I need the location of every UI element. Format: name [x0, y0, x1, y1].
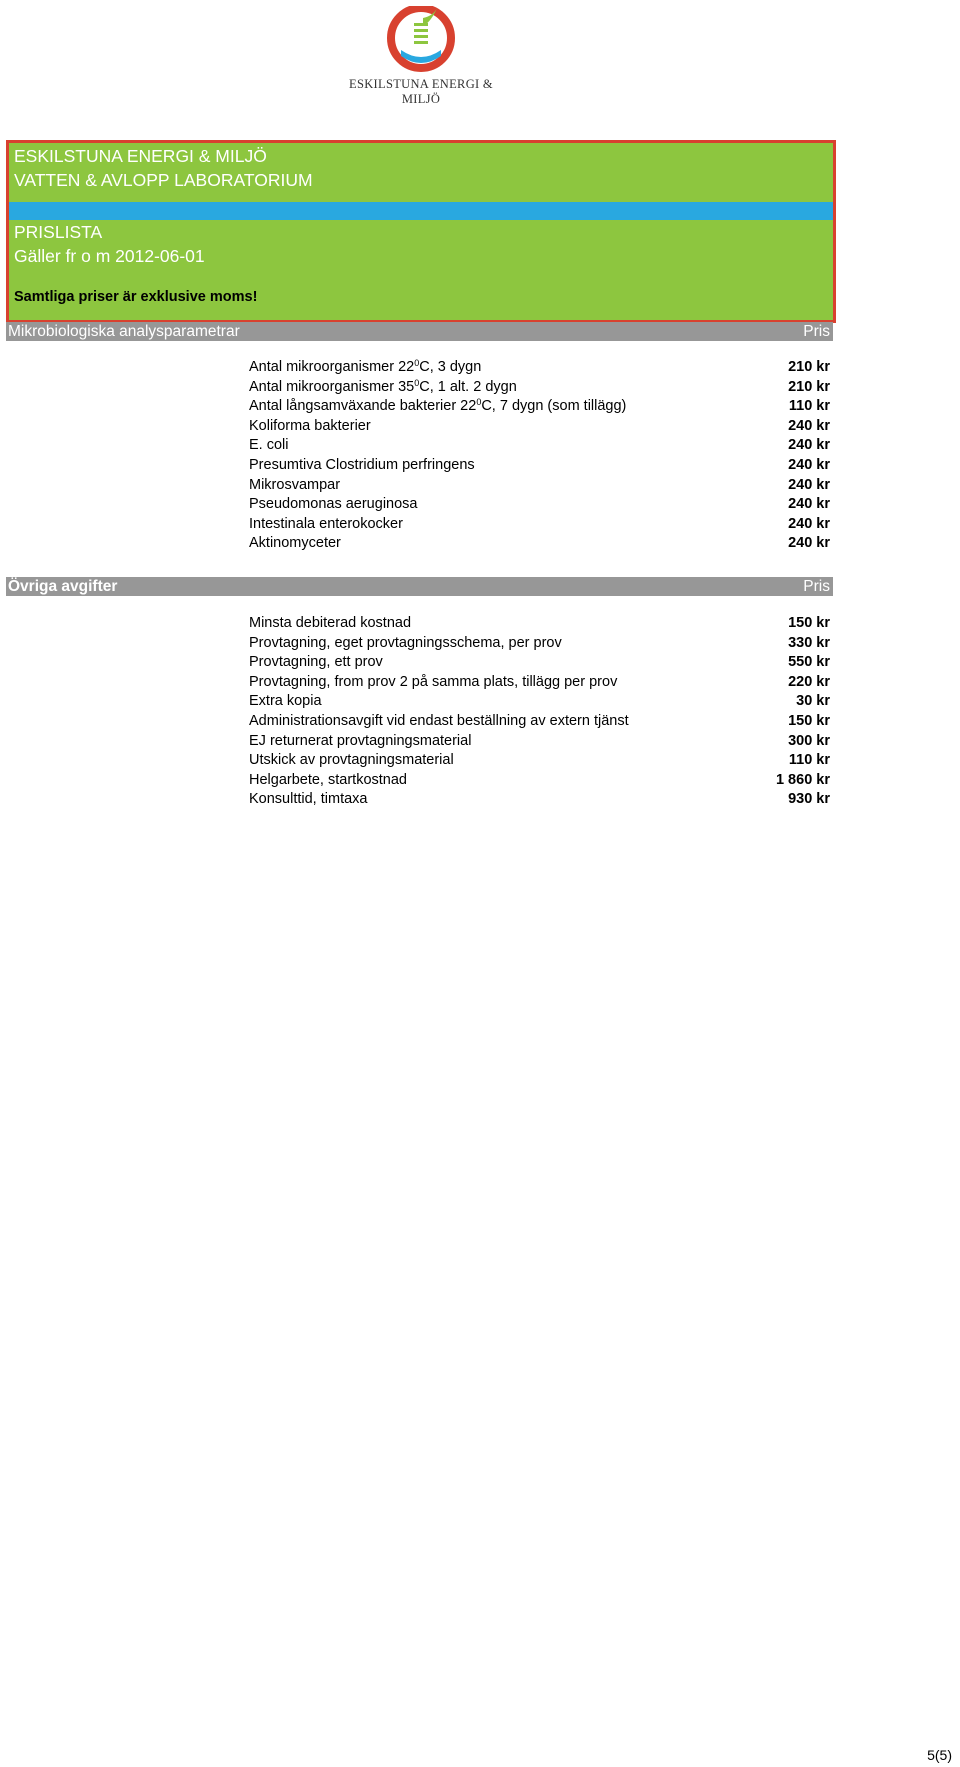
- section-header-microbiology: [6, 322, 833, 341]
- list-item: [249, 673, 830, 693]
- item-description: Antal mikroorganismer $22^0C$, 3 dygn: [249, 358, 482, 375]
- list-item: [249, 534, 830, 554]
- item-price: 240 kr: [788, 496, 830, 513]
- item-price: 210 kr: [788, 359, 830, 375]
- list-item: [249, 436, 830, 456]
- item-price: 110 kr: [788, 398, 830, 415]
- section-title: Mikrobiologiska analysparametrar: [8, 323, 240, 340]
- item-price: 550 kr: [788, 654, 830, 671]
- item-description: Konsulttid, timtaxa: [249, 791, 368, 808]
- item-description: Utskick av provtagningsmaterial: [249, 752, 454, 769]
- item-price: 110 kr: [788, 752, 830, 769]
- item-price: 150 kr: [788, 615, 830, 631]
- item-description: E. coli: [249, 437, 289, 454]
- item-description: Minsta debiterad kostnad: [249, 615, 412, 631]
- logo-wordmark: ESKILSTUNA ENERGI & MILJÖ: [349, 77, 493, 106]
- section-price-label: Pris: [803, 323, 830, 340]
- list-item: [249, 712, 830, 732]
- list-item: [249, 771, 830, 791]
- item-price: 240 kr: [788, 417, 830, 434]
- section-title: Övriga avgifter: [8, 578, 118, 595]
- list-item: [249, 790, 830, 810]
- item-price: 30 kr: [796, 693, 830, 710]
- list-item: [249, 634, 830, 654]
- header-banner: [6, 140, 836, 323]
- logo-emblem-icon: [387, 6, 455, 74]
- header-valid-from: Gäller fr o m 2012-06-01: [14, 246, 205, 266]
- item-description: Provtagning, from prov 2 på samma plats, tillägg per prov: [249, 673, 618, 690]
- item-description: Intestinala enterokocker: [249, 515, 403, 532]
- item-description: Mikrosvampar: [249, 476, 341, 493]
- header-vat-note: Samtliga priser är exklusive moms!: [14, 289, 258, 305]
- company-logo: [337, 6, 505, 106]
- item-price: 220 kr: [788, 673, 830, 690]
- item-description: Antal mikroorganismer $35^0C$, 1 alt. 2 dygn: [249, 377, 517, 395]
- item-description: Extra kopia: [249, 693, 322, 710]
- item-price: 150 kr: [788, 713, 830, 729]
- list-item: [249, 732, 830, 752]
- list-item: [249, 751, 830, 771]
- item-price: 240 kr: [788, 457, 830, 473]
- item-price: 330 kr: [788, 634, 830, 651]
- item-description: Antal långsamväxande bakterier $22^0C$, 7 dygn (som tillägg): [249, 397, 627, 415]
- item-price: 300 kr: [788, 732, 830, 749]
- item-description: Koliforma bakterier: [249, 417, 371, 434]
- list-item: [249, 495, 830, 515]
- list-item: [249, 456, 830, 476]
- item-description: EJ returnerat provtagningsmaterial: [249, 732, 472, 749]
- list-item: [249, 515, 830, 535]
- item-price: 240 kr: [788, 515, 830, 532]
- header-department: VATTEN & AVLOPP LABORATORIUM: [14, 170, 313, 190]
- list-item: [249, 397, 830, 417]
- list-item: [249, 358, 830, 378]
- list-item: [249, 614, 830, 634]
- item-description: Helgarbete, startkostnad: [249, 771, 407, 788]
- list-item: [249, 476, 830, 496]
- list-item: [249, 653, 830, 673]
- list-item: [249, 692, 830, 712]
- item-price: 210 kr: [788, 378, 830, 395]
- item-price: 930 kr: [788, 791, 830, 808]
- item-description: Administrationsavgift vid endast beställning av extern tjänst: [249, 713, 629, 729]
- item-description: Provtagning, eget provtagningsschema, per prov: [249, 634, 562, 651]
- header-price-list-title: PRISLISTA: [14, 222, 103, 242]
- section-price-label: Pris: [803, 578, 830, 595]
- item-description: Pseudomonas aeruginosa: [249, 496, 418, 513]
- item-price: 1 860 kr: [775, 771, 830, 788]
- item-price: 240 kr: [788, 476, 830, 493]
- item-description: Aktinomyceter: [249, 535, 341, 552]
- list-item: [249, 417, 830, 437]
- header-blue-stripe: [9, 202, 833, 220]
- item-price: 240 kr: [788, 535, 830, 552]
- item-price: 240 kr: [788, 437, 830, 454]
- page-number: 5(5): [927, 1747, 952, 1763]
- item-description: Provtagning, ett prov: [249, 654, 383, 671]
- list-item: [249, 378, 830, 398]
- header-company: ESKILSTUNA ENERGI & MILJÖ: [14, 146, 267, 166]
- item-description: Presumtiva Clostridium perfringens: [249, 457, 475, 473]
- section-header-other-fees: [6, 577, 833, 596]
